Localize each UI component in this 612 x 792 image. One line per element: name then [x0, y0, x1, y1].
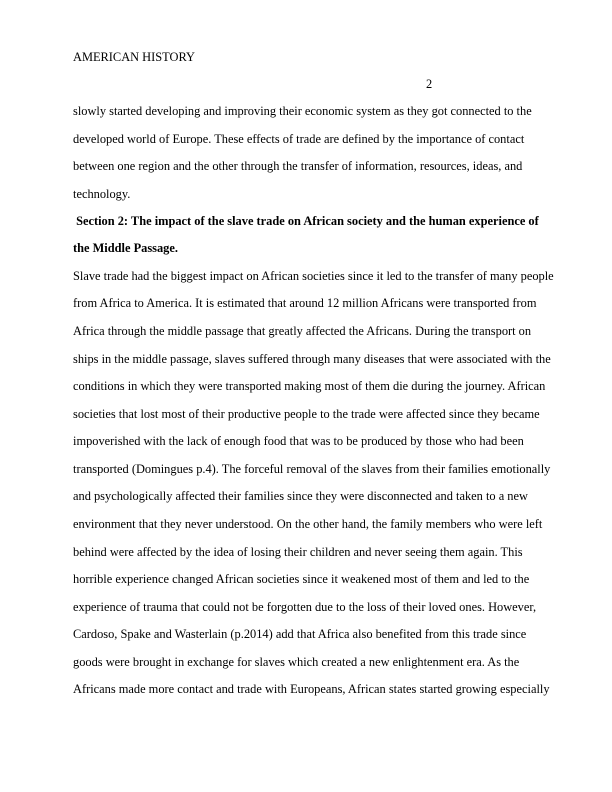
section-heading: Section 2: The impact of the slave trade on African society and the human experience of: [73, 214, 539, 228]
text-line: horrible experience changed African societies since it weakened most of them and led to the: [73, 572, 530, 586]
text-line: experience of trauma that could not be forgotten due to the loss of their loved ones. However,: [73, 600, 537, 614]
text-line: behind were affected by the idea of losing their children and never seeing them again. This: [73, 545, 523, 559]
text-line: from Africa to America. It is estimated that around 12 million Africans were transported from: [73, 296, 537, 310]
text-line: slowly started developing and improving their economic system as they got connected to the: [73, 104, 532, 118]
text-line: societies that lost most of their productive people to the trade were affected since they became: [73, 407, 540, 421]
running-header: AMERICAN HISTORY: [73, 50, 195, 64]
text-line: Cardoso, Spake and Wasterlain (p.2014) add that Africa also benefited from this trade since: [73, 627, 527, 641]
text-line: between one region and the other through the transfer of information, resources, ideas, and: [73, 159, 523, 173]
text-line: and psychologically affected their families since they were disconnected and taken to a new: [73, 489, 528, 503]
text-line: transported (Domingues p.4). The forceful removal of the slaves from their families emotionally: [73, 462, 551, 476]
text-line: Africans made more contact and trade with Europeans, African states started growing especially: [73, 682, 550, 696]
text-line: impoverished with the lack of enough food that was to be produced by those who had been: [73, 434, 524, 448]
section-heading: the Middle Passage.: [73, 241, 178, 255]
text-line: ships in the middle passage, slaves suffered through many diseases that were associated with the: [73, 352, 551, 366]
text-line: technology.: [73, 187, 131, 201]
text-line: Africa through the middle passage that greatly affected the Africans. During the transport on: [73, 324, 532, 338]
text-line: conditions in which they were transported making most of them die during the journey. African: [73, 379, 546, 393]
text-line: goods were brought in exchange for slaves which created a new enlightenment era. As the: [73, 655, 520, 669]
page-number: 2: [426, 77, 433, 91]
text-line: developed world of Europe. These effects of trade are defined by the importance of contact: [73, 132, 525, 146]
text-line: environment that they never understood. On the other hand, the family members who were left: [73, 517, 543, 531]
text-line: Slave trade had the biggest impact on African societies since it led to the transfer of many people: [73, 269, 554, 283]
